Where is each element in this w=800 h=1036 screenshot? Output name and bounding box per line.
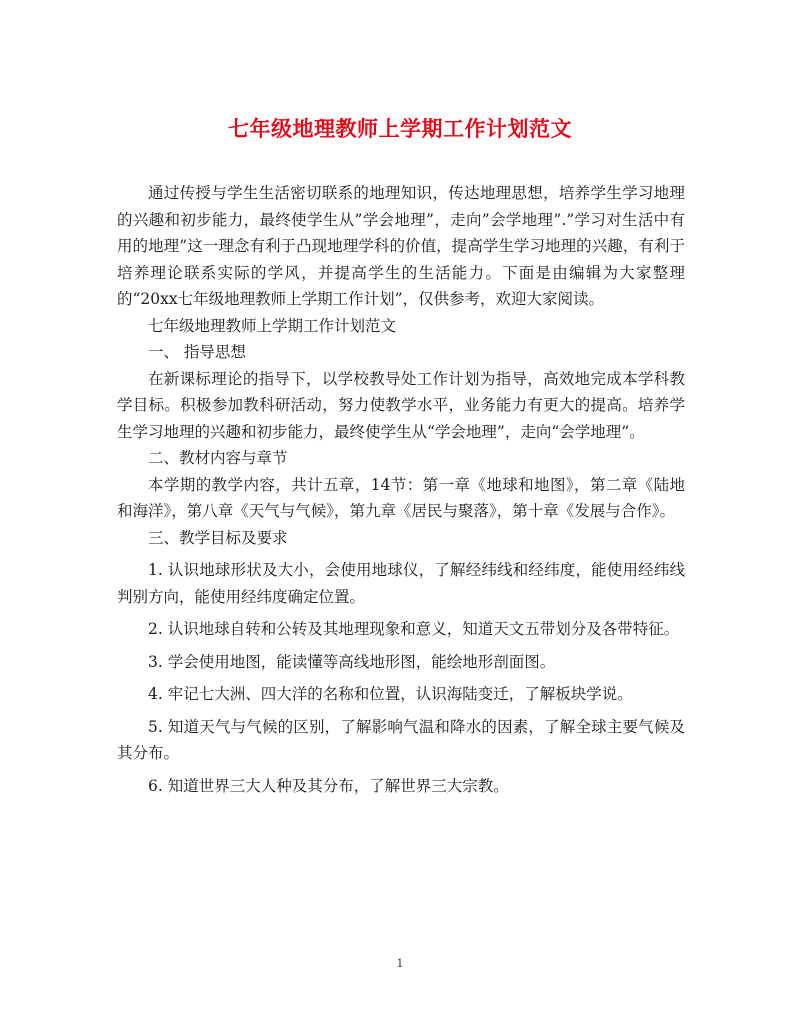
intro-paragraph: 通过传授与学生生活密切联系的地理知识，传达地理思想，培养学生学习地理的兴趣和初步能力，最终使学生从”学会地理”，走向”会学地理”.”学习对生活中有用的地理”这一理念有利于凸现地理学科的价值，提高学生学习地理的兴趣，有利于培养理论联系实际的学风，并提高学生的生活能力。下面是由编辑为大家整理的“20xx七年级地理教师上学期工作计划”，仅供参考，欢迎大家阅读。	[117, 184, 685, 308]
goal-item-6: 6. 知道世界三大人种及其分布，了解世界三大宗教。	[148, 776, 509, 795]
guiding-thought-paragraph: 在新课标理论的指导下，以学校教导处工作计划为指导，高效地完成本学科教学目标。积极参加教科研活动，努力使教学水平，业务能力有更大的提高。培养学生学习地理的兴趣和初步能力，最终使学生从“学会地理”，走向“会学地理”。	[117, 369, 685, 441]
textbook-content-paragraph: 本学期的教学内容，共计五章，14节：第一章《地球和地图》，第二章《陆地和海洋》，第八章《天气与气候》，第九章《居民与聚落》，第十章《发展与合作》。	[117, 475, 685, 520]
page-number: 1	[396, 957, 404, 970]
document-title: 七年级地理教师上学期工作计划范文	[228, 116, 572, 141]
subtitle-paragraph: 七年级地理教师上学期工作计划范文	[148, 316, 397, 335]
goal-item-4: 4. 牢记七大洲、四大洋的名称和位置，认识海陆变迁，了解板块学说。	[148, 685, 633, 703]
goal-item-1: 1. 认识地球形状及大小，会使用地球仪，了解经纬线和经纬度，能使用经纬线判别方向，能使用经纬度确定位置。	[117, 561, 685, 606]
document-body	[117, 180, 685, 799]
goal-item-5: 5. 知道天气与气候的区别，了解影响气温和降水的因素，了解全球主要气候及其分布。	[117, 717, 685, 762]
goal-item-2: 2. 认识地球自转和公转及其地理现象和意义，知道天文五带划分及各带特征。	[148, 620, 680, 638]
goal-item-3: 3. 学会使用地图，能读懂等高线地形图，能绘地形剖面图。	[148, 652, 556, 671]
section-heading-textbook-content: 二、教材内容与章节	[148, 449, 288, 467]
section-heading-guiding-thought: 一、 指导思想	[148, 343, 246, 361]
section-heading-teaching-goals: 三、教学目标及要求	[148, 528, 288, 547]
